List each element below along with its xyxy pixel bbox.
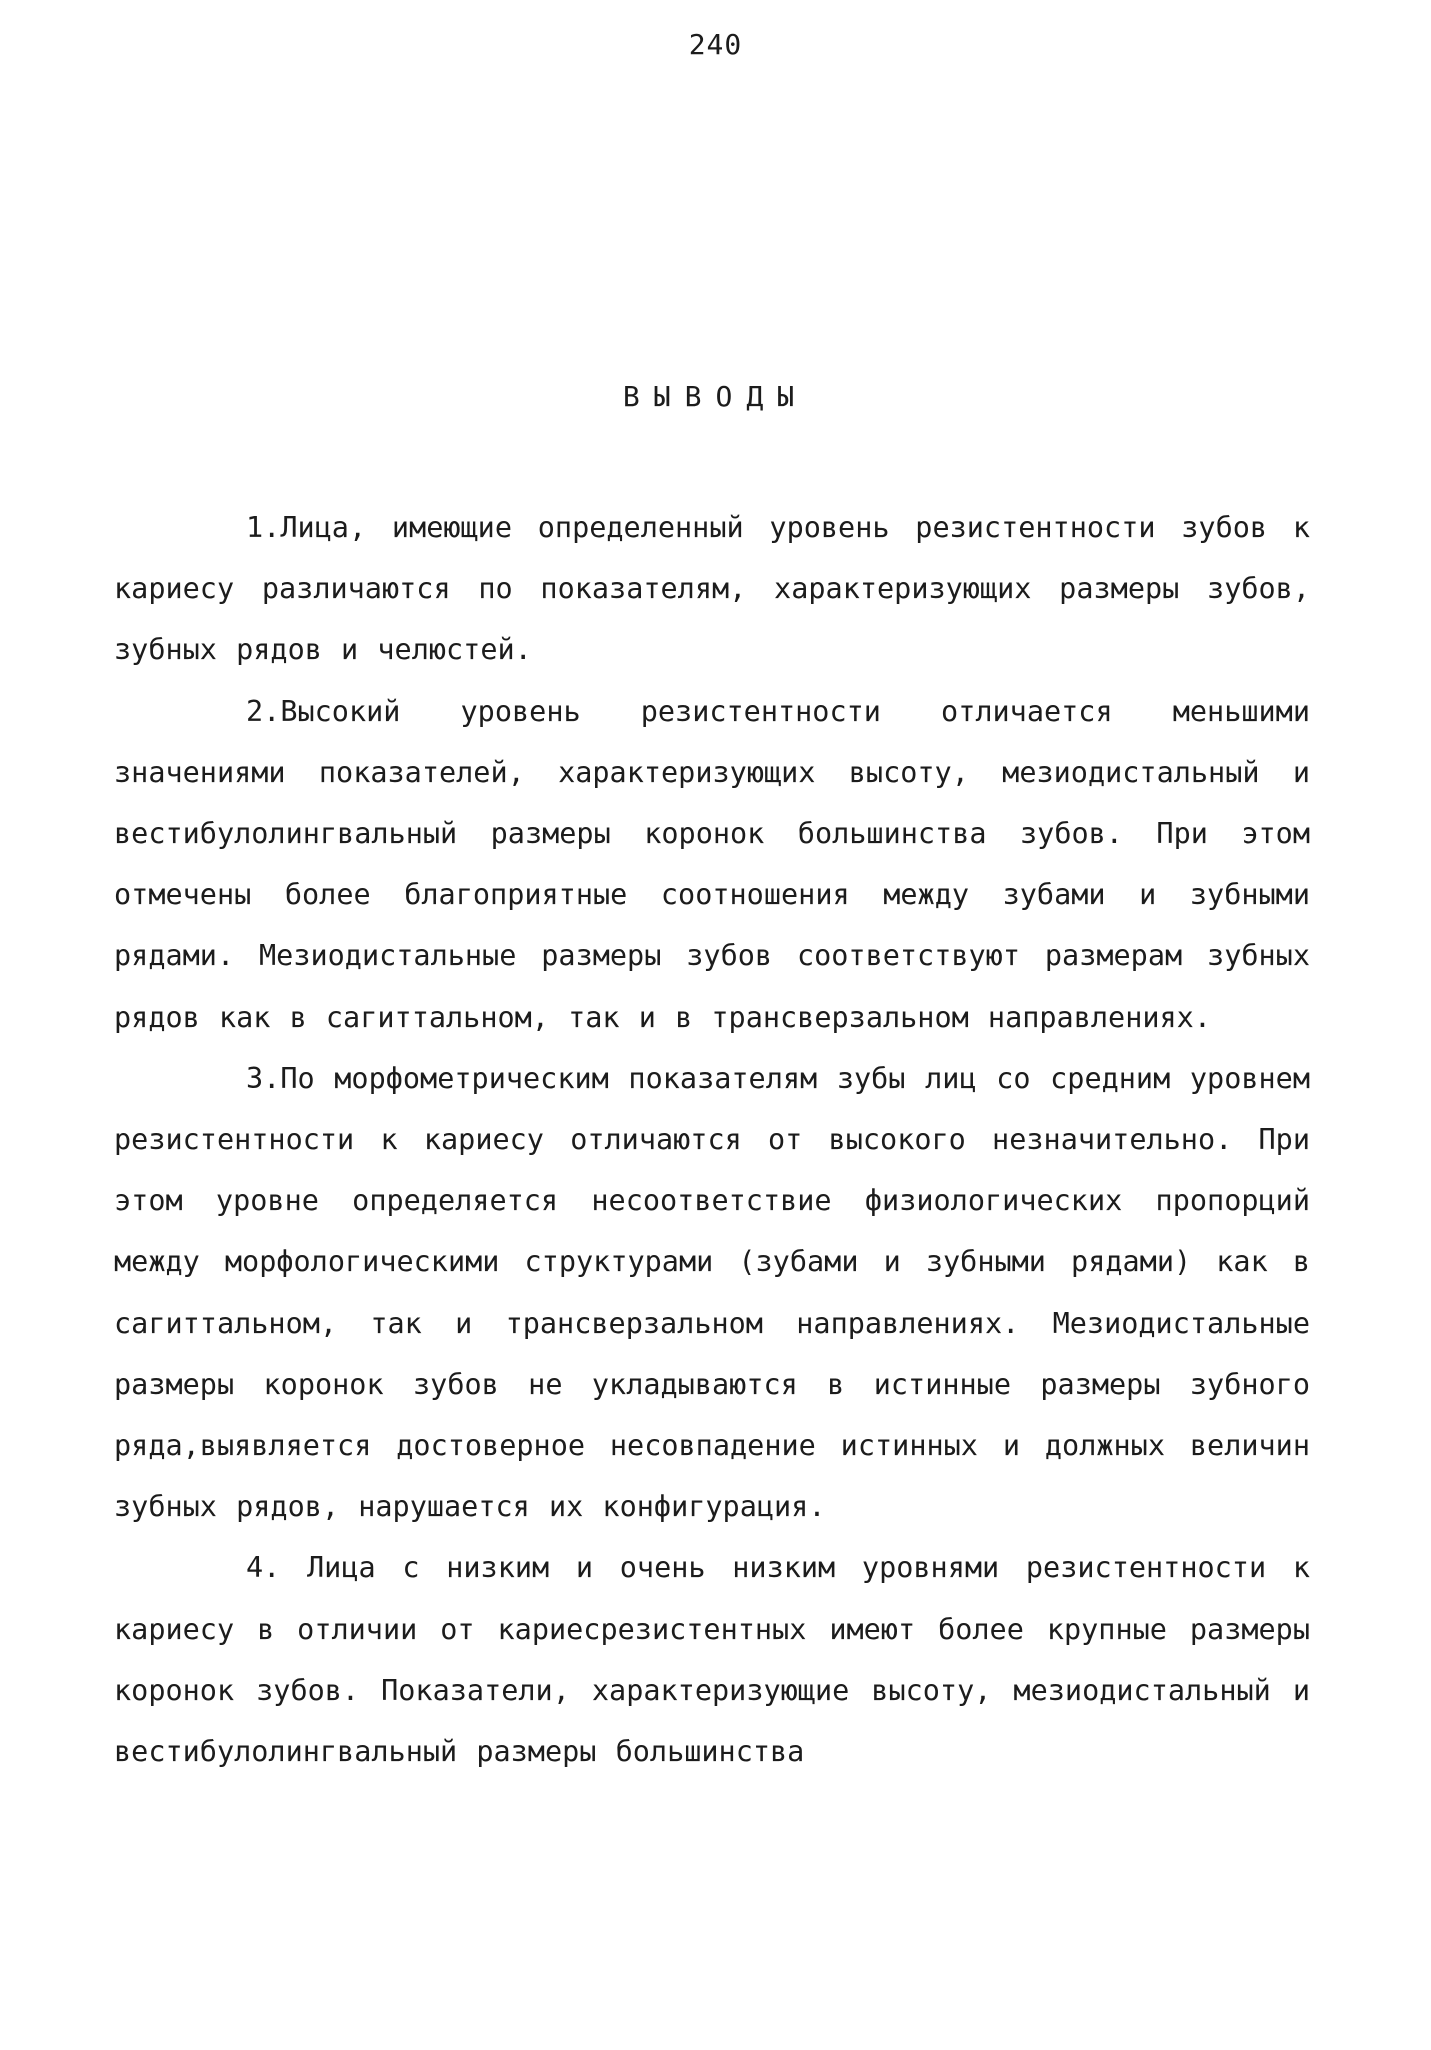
conclusions-body [114,497,1310,1782]
conclusion-paragraph-3: 3.По морфометрическим показателям зубы лиц со средним уровнем резистентности к кариесу отличаются от высокого незначительно. При этом уровне определяется несоответствие физиологических пропорций между морфологическими структурами (зубами и зубными рядами) как в сагиттальном, так и трансверзальном направлениях. Мезиодистальные размеры коронок зубов не укладываются в истинные размеры зубного ряда,выявляется достоверное несовпадение истинных и должных величин зубных рядов, нарушается их конфигурация. [114,1061,1310,1524]
page-number: 240 [688,28,743,61]
conclusion-paragraph-1: 1.Лица, имеющие определенный уровень резистентности зубов к кариесу различаются по показателям, характеризующих размеры зубов, зубных рядов и челюстей. [114,511,1310,667]
conclusion-paragraph-4: 4. Лица с низким и очень низким уровнями резистентности к кариесу в отличии от кариесрезистентных имеют более крупные размеры коронок зубов. Показатели, характеризующие высоту, мезиодистальный и вестибулолингвальный размеры большинства [114,1551,1310,1769]
section-heading: ВЫВОДЫ [622,380,809,413]
conclusion-paragraph-2: 2.Высокий уровень резистентности отличается меньшими значениями показателей, характеризующих высоту, мезиодистальный и вестибулолингвальный размеры коронок большинства зубов. При этом отмечены более благоприятные соотношения между зубами и зубными рядами. Мезиодистальные размеры зубов соответствуют размерам зубных рядов как в сагиттальном, так и в трансверзальном направлениях. [114,694,1310,1034]
